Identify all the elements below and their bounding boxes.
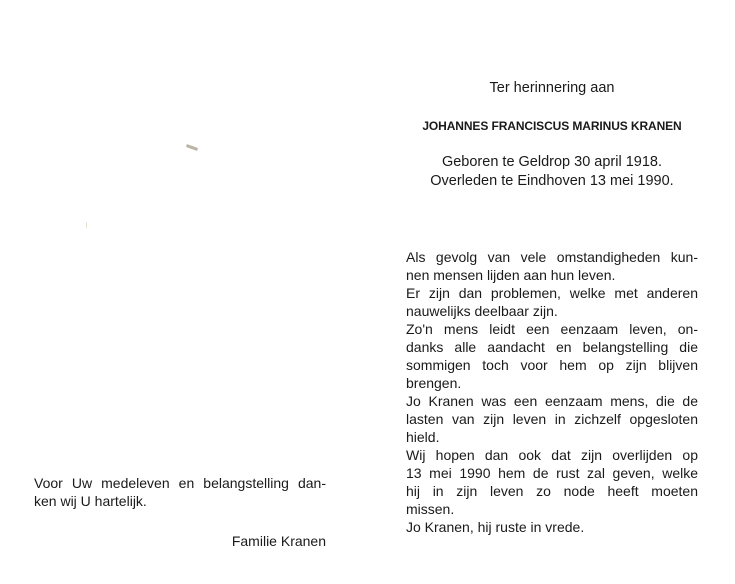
memorial-heading: Ter herinnering aan <box>489 80 615 96</box>
birth-line: Geboren te Geldrop 30 april 1918. <box>441 154 663 170</box>
memorial-text <box>406 248 698 536</box>
print-speck <box>186 144 198 151</box>
thanks-text <box>34 474 326 510</box>
text-line: 13 mei 1990 hem de rust zal geven, welke <box>406 465 698 481</box>
text-line: sommigen toch voor hem op zijn blijven <box>406 357 698 373</box>
text-line: Als gevolg van vele omstandigheden kun- <box>406 249 698 265</box>
text-line: Wij hopen dan ook dat zijn overlijden op <box>406 447 698 463</box>
text-line: hij in zijn leven zo node heeft moeten <box>406 483 698 499</box>
thanks-line: ken wij U hartelijk. <box>34 493 147 509</box>
text-line: lasten van zijn leven in zichzelf opgesloten <box>406 411 698 427</box>
text-line: hield. <box>406 429 440 445</box>
text-line: nen mensen lijden aan hun leven. <box>406 267 616 283</box>
text-line: Zo'n mens leidt een eenzaam leven, on- <box>406 321 698 337</box>
text-line: Jo Kranen, hij ruste in vrede. <box>406 519 585 535</box>
death-line: Overleden te Eindhoven 13 mei 1990. <box>430 173 674 189</box>
text-line: brengen. <box>406 375 462 391</box>
text-line: danks alle aandacht en belangstelling die <box>406 339 698 355</box>
text-line: Er zijn dan problemen, welke met anderen <box>406 285 698 301</box>
text-line: Jo Kranen was een eenzaam mens, die de <box>406 393 698 409</box>
deceased-name: JOHANNES FRANCISCUS MARINUS KRANEN <box>422 119 682 133</box>
text-line: nauwelijks deelbaar zijn. <box>406 303 558 319</box>
text-line: missen. <box>406 501 455 517</box>
family-signature: Familie Kranen <box>231 533 326 549</box>
thanks-line: Voor Uw medeleven en belangstelling dan- <box>34 475 326 491</box>
memorial-header <box>404 78 700 191</box>
life-dates <box>404 153 700 191</box>
print-speck <box>86 222 87 228</box>
